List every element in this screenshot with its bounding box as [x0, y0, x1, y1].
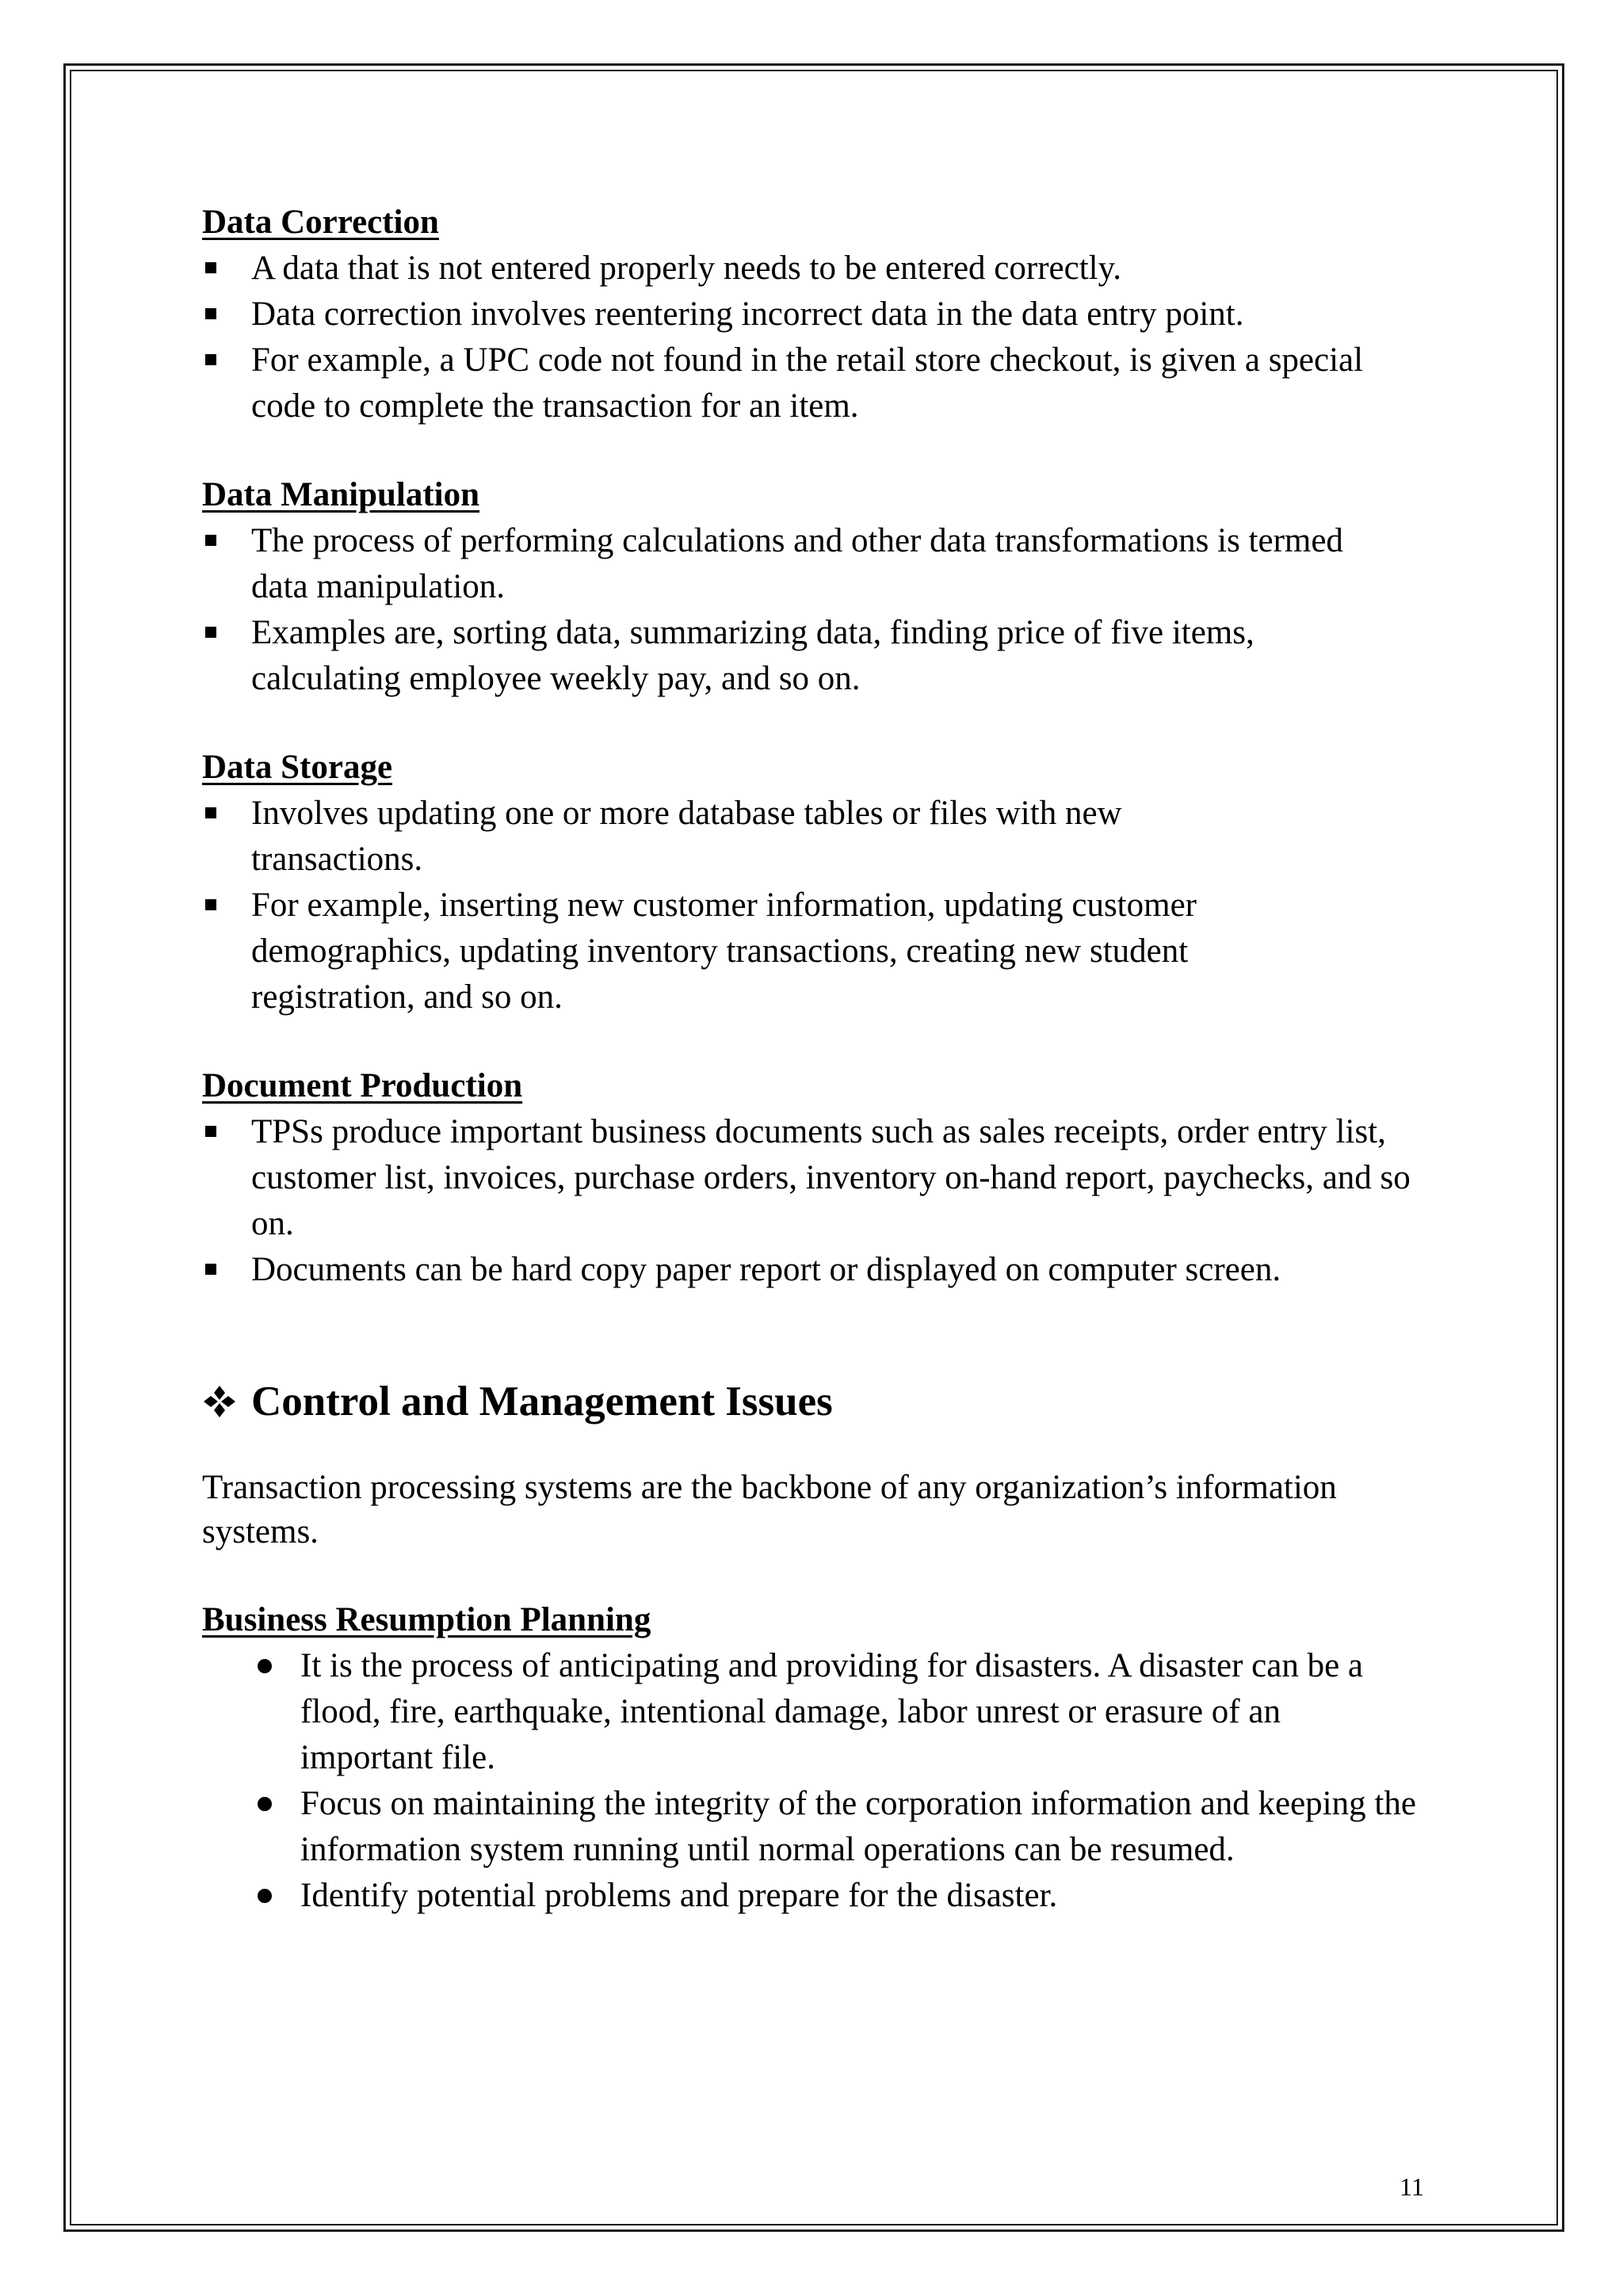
- heading-document-production: Document Production: [202, 1067, 523, 1104]
- square-bullet-icon: [205, 1264, 216, 1275]
- list-item: [202, 338, 1438, 429]
- list-item: [251, 1781, 1438, 1873]
- list-item: [202, 1247, 1438, 1293]
- list-item-text: Involves updating one or more database tables or files with new transactions.: [251, 795, 1122, 878]
- list-item: [202, 292, 1438, 338]
- square-bullet-icon: [205, 308, 216, 319]
- list-item-text: It is the process of anticipating and providing for disasters. A disaster can be a flood, fire, earthquake, intentional damage, labor unrest or erasure of an important file.: [300, 1647, 1364, 1776]
- list-item-text: Focus on maintaining the integrity of the corporation information and keeping the information system running until normal operations can be resumed.: [300, 1785, 1416, 1868]
- list-document-production: [202, 1109, 1438, 1293]
- list-item: [202, 610, 1438, 702]
- list-business-resumption: [251, 1643, 1438, 1919]
- list-item: [202, 518, 1438, 610]
- list-item-text: TPSs produce important business documents such as sales receipts, order entry list, customer list, invoices, purchase orders, inventory on-hand report, paychecks, and so on.: [251, 1113, 1411, 1242]
- list-item-text: The process of performing calculations and other data transformations is termed data manipulation.: [251, 522, 1343, 605]
- heading-data-manipulation: Data Manipulation: [202, 476, 480, 513]
- disc-bullet-icon: [258, 1659, 272, 1673]
- square-bullet-icon: [205, 627, 216, 638]
- square-bullet-icon: [205, 1126, 216, 1137]
- page-number: 11: [1400, 2172, 1424, 2201]
- list-data-correction: [202, 246, 1438, 429]
- square-bullet-icon: [205, 899, 216, 910]
- page-content: [202, 200, 1438, 1919]
- heading-data-storage: Data Storage: [202, 749, 393, 786]
- list-item-text: A data that is not entered properly needs to be entered correctly.: [251, 250, 1122, 287]
- major-heading: [202, 1375, 1438, 1428]
- list-data-storage: [202, 791, 1438, 1020]
- list-item: [202, 246, 1438, 292]
- square-bullet-icon: [205, 262, 216, 273]
- list-data-manipulation: [202, 518, 1438, 702]
- intro-paragraph: Transaction processing systems are the backbone of any organization’s information systems.: [202, 1469, 1337, 1550]
- list-item: [251, 1643, 1438, 1781]
- list-item: [251, 1873, 1438, 1919]
- list-item-text: Data correction involves reentering incorrect data in the data entry point.: [251, 296, 1244, 333]
- disc-bullet-icon: [258, 1889, 272, 1903]
- major-heading-text: Control and Management Issues: [251, 1379, 833, 1425]
- diamond-fleuron-icon: [202, 1384, 237, 1419]
- list-item-text: For example, a UPC code not found in the retail store checkout, is given a special code to complete the transaction for an item.: [251, 341, 1364, 425]
- list-item: [202, 791, 1438, 883]
- square-bullet-icon: [205, 807, 216, 818]
- list-item: [202, 1109, 1438, 1247]
- list-item-text: Documents can be hard copy paper report or displayed on computer screen.: [251, 1251, 1281, 1288]
- list-item-text: Examples are, sorting data, summarizing data, finding price of five items, calculating employee weekly pay, and so on.: [251, 614, 1254, 697]
- list-item-text: Identify potential problems and prepare for the disaster.: [300, 1877, 1058, 1914]
- square-bullet-icon: [205, 535, 216, 546]
- square-bullet-icon: [205, 354, 216, 365]
- list-item: [202, 883, 1438, 1020]
- heading-data-correction: Data Correction: [202, 204, 439, 241]
- disc-bullet-icon: [258, 1797, 272, 1811]
- list-item-text: For example, inserting new customer information, updating customer demographics, updating inventory transactions, creating new student registration, and so on.: [251, 887, 1197, 1016]
- heading-business-resumption-planning: Business Resumption Planning: [202, 1601, 651, 1638]
